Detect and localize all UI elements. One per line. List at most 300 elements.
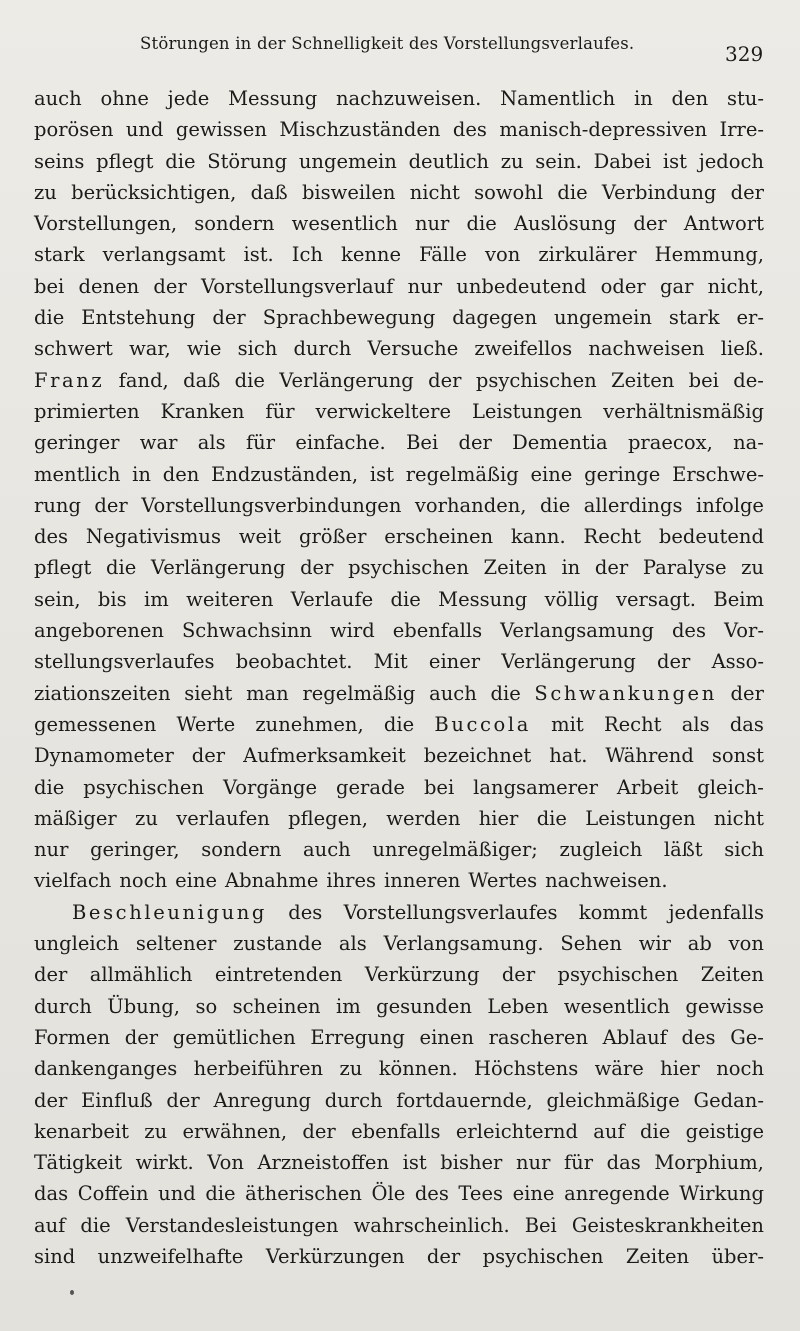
word: durch (324, 1088, 383, 1112)
word: des (288, 900, 323, 924)
word: Asso- (711, 650, 764, 674)
text-line (34, 146, 764, 177)
word: im (144, 587, 169, 611)
word: die (466, 212, 497, 236)
word: wir (638, 932, 671, 956)
word: Formen (34, 1025, 111, 1049)
word: fand, (118, 368, 169, 392)
word: nur (34, 838, 69, 862)
word: zu (135, 806, 158, 830)
word: beobachtet. (235, 650, 353, 674)
word: anregende (564, 1182, 670, 1206)
word: Bei (524, 1213, 557, 1237)
word: daß (183, 368, 221, 392)
word: erscheinen (384, 525, 494, 549)
word: seins (34, 149, 85, 173)
word: versagt. (615, 587, 696, 611)
word: nachzuweisen. (336, 87, 482, 110)
page-number: 329 (725, 42, 764, 66)
word: nur (414, 212, 450, 236)
word: pflegen, (288, 806, 368, 830)
word: Verlangsamung (500, 619, 654, 643)
word: regelmäßig (405, 462, 519, 486)
word: Recht (583, 525, 642, 549)
word: Morphium, (654, 1151, 764, 1175)
word: völlig (544, 587, 599, 611)
word: noch (716, 1057, 764, 1081)
word: kann. (510, 525, 566, 549)
word: Endzuständen, (211, 462, 359, 486)
word: Leben (487, 994, 549, 1018)
running-head: Störungen in der Schnelligkeit des Vorstellungsverlaufes. (140, 34, 635, 53)
text-line (34, 772, 764, 803)
word: ziationszeiten (34, 681, 171, 705)
word: die (234, 368, 265, 392)
word: bisher (440, 1151, 503, 1175)
word: fortdauernde, (396, 1088, 533, 1112)
word: für (245, 431, 276, 455)
word: einfache. (295, 431, 386, 455)
word: praecox, (627, 431, 713, 455)
text-line (34, 897, 764, 928)
word: vorhanden, (414, 493, 527, 517)
word: angeborenen (34, 619, 164, 643)
word: stark (668, 306, 720, 330)
word: auch (34, 87, 82, 110)
word: Sprachbewegung (262, 306, 436, 330)
word: sein, (34, 587, 81, 611)
word: bei (34, 274, 65, 298)
word: Zeiten (700, 963, 764, 987)
word: Ablauf (602, 1025, 667, 1049)
word: bei (423, 775, 455, 799)
word: werden (386, 806, 461, 830)
word: jede (167, 87, 210, 110)
word: Gedan- (693, 1088, 764, 1112)
word: Höchstens (474, 1057, 579, 1081)
word: die (536, 806, 567, 830)
word: als (197, 431, 226, 455)
word: der (166, 1088, 200, 1112)
word: gleich- (697, 775, 764, 799)
text-line (34, 1022, 764, 1053)
word: gemütlichen (172, 1025, 296, 1049)
word: nur (515, 1151, 551, 1175)
text-line (34, 646, 764, 677)
word: in (561, 556, 581, 580)
word: Leistungen (585, 806, 696, 830)
word: gesunden (376, 994, 472, 1018)
word: die (165, 149, 196, 173)
word: die (383, 712, 415, 736)
word: mäßiger (34, 806, 117, 830)
word: Dementia (512, 431, 608, 455)
word: nicht (409, 180, 460, 204)
word: Recht (603, 712, 662, 736)
text-line (34, 521, 764, 552)
word: bisweilen (301, 180, 396, 204)
word: psychischen (482, 1244, 604, 1268)
word: zustande (233, 932, 323, 956)
word: gemessenen (34, 712, 157, 736)
word: dagegen (452, 306, 538, 330)
word: des (452, 118, 487, 142)
word: ungleich (34, 932, 120, 956)
word: der (458, 431, 492, 455)
text-line (34, 1085, 764, 1116)
word: gewisse (685, 994, 764, 1018)
word: dankenganges (34, 1057, 178, 1081)
word: wahrscheinlich. (353, 1213, 510, 1237)
word: Verlaufe (290, 587, 374, 611)
word: Sehen (560, 932, 622, 956)
word: sondern (194, 212, 275, 236)
word: noch (119, 869, 168, 893)
word: die (205, 1182, 236, 1206)
word: zunehmen, (255, 712, 364, 736)
word: der (212, 306, 246, 330)
text-line (34, 959, 764, 990)
word: Zeiten (483, 556, 547, 580)
word: Zeiten (625, 1244, 690, 1268)
word: von (728, 932, 764, 956)
word: Kranken (160, 399, 245, 423)
text-line (34, 803, 764, 834)
word: der (501, 963, 536, 987)
word: zu (34, 180, 57, 204)
word: Fälle (419, 243, 467, 267)
word: im (335, 994, 361, 1018)
text-line (34, 177, 764, 208)
word: Versuche (367, 337, 459, 361)
word: geringer, (90, 838, 180, 862)
word: eintretenden (214, 963, 343, 987)
word: infolge (695, 493, 764, 517)
text-line (34, 552, 764, 583)
word: Während (605, 744, 694, 768)
word: nur (407, 274, 443, 298)
word: schwert (34, 337, 113, 361)
word: Zeiten (611, 368, 675, 392)
text-line (34, 459, 764, 490)
word: Erschwe- (672, 462, 764, 486)
word: sieht (184, 681, 233, 705)
word: die (34, 775, 65, 799)
word: Negativismus (85, 525, 221, 549)
word: gewissen (175, 118, 267, 142)
word: Tees (458, 1182, 504, 1206)
word: stellungsverlaufes (34, 650, 215, 674)
word: pflegt (96, 149, 154, 173)
word: Verbindung (601, 180, 717, 204)
word: psychischen (475, 368, 597, 392)
text-line (34, 865, 764, 896)
word: geringe (584, 462, 661, 486)
word: einer (428, 650, 481, 674)
word: weiteren (186, 587, 274, 611)
word: unbedeutend (456, 274, 587, 298)
word: Einfluß (81, 1088, 153, 1112)
word: zu (741, 556, 764, 580)
word: Hemmung, (654, 243, 764, 267)
text-line (34, 1241, 764, 1272)
word: kenarbeit (34, 1119, 129, 1143)
word: Verlangsamung. (383, 932, 544, 956)
word: können. (378, 1057, 458, 1081)
word: allmählich (89, 963, 193, 987)
word: verlaufen (176, 806, 270, 830)
word: die (390, 587, 421, 611)
word: oder (600, 274, 646, 298)
text-line (34, 709, 764, 740)
word: die (557, 180, 588, 204)
word: das (34, 1182, 69, 1206)
word: bis (97, 587, 127, 611)
word: Verlängerung (150, 556, 286, 580)
word: der (594, 556, 629, 580)
text-line (34, 365, 764, 396)
word: nicht (713, 806, 764, 830)
word: verwickeltere (315, 399, 452, 423)
word: Antwort (683, 212, 764, 236)
word: Vorstellungen, (34, 212, 178, 236)
word: Coffein (77, 1182, 149, 1206)
word: eine (175, 869, 218, 893)
word: stark (34, 243, 85, 267)
word: Wertes (468, 869, 538, 893)
word: ließ. (720, 337, 764, 361)
word: zu (500, 149, 524, 173)
word: Verlängerung (501, 650, 636, 674)
word: ungemein (298, 149, 397, 173)
text-line (34, 271, 764, 302)
word: erleichternd (455, 1119, 578, 1143)
word: verhältnismäßig (603, 399, 764, 423)
word: Anregung (213, 1088, 312, 1112)
word: Vorstellungsverlaufes (343, 900, 558, 924)
text-line (34, 1178, 764, 1209)
word: Vor- (723, 619, 764, 643)
word: Messung (228, 87, 318, 110)
word: verlangsamt (102, 243, 226, 267)
word: Verkürzung (364, 963, 480, 987)
word: kommt (578, 900, 648, 924)
word: hat. (549, 744, 588, 768)
word: von (484, 243, 521, 267)
word: auch (429, 681, 477, 705)
word: durch (293, 337, 352, 361)
word: Auslösung (513, 212, 617, 236)
word: ungemein (553, 306, 652, 330)
word: Leistungen (471, 399, 583, 423)
word: bedeutend (658, 525, 764, 549)
word: der (300, 556, 334, 580)
word: die (640, 1119, 671, 1143)
word: des (34, 525, 69, 549)
word: Übung, (107, 994, 180, 1018)
word: wesentlich (563, 994, 670, 1018)
word: Arbeit (616, 775, 679, 799)
word: sonst (711, 744, 764, 768)
text-line (34, 396, 764, 427)
word: Bei (406, 431, 439, 455)
word: zweifellos (474, 337, 573, 361)
word: porösen (34, 118, 114, 142)
word: rascheren (488, 1025, 589, 1049)
word: der (34, 963, 68, 987)
word: Von (207, 1151, 244, 1175)
word: Namentlich (500, 87, 616, 110)
word: wirkt. (135, 1151, 194, 1175)
word: Geisteskrankheiten (571, 1213, 764, 1237)
word: manisch-depressiven (499, 118, 708, 142)
text-line (34, 83, 764, 114)
ink-speck (70, 1290, 74, 1295)
word: jedoch (698, 149, 764, 173)
word: erwähnen, (182, 1119, 288, 1143)
word: der (94, 493, 128, 517)
word: Beschleunigung (72, 900, 267, 924)
word: das (606, 1151, 641, 1175)
word: die (34, 306, 65, 330)
word: inneren (384, 869, 461, 893)
text-line (34, 490, 764, 521)
word: berücksichtigen, (71, 180, 237, 204)
word: bei (688, 368, 719, 392)
word: sind (34, 1244, 76, 1268)
word: Verkürzungen (265, 1244, 405, 1268)
word: zugleich (559, 838, 643, 862)
text-line (34, 991, 764, 1022)
word: de- (733, 368, 764, 392)
word: der (34, 1088, 68, 1112)
word: Schwachsinn (181, 619, 312, 643)
word: über- (711, 1244, 764, 1268)
text-line (34, 1210, 764, 1241)
word: vielfach (34, 869, 112, 893)
body-text (34, 83, 764, 1272)
word: Franz (34, 368, 105, 392)
word: unzweifelhafte (97, 1244, 244, 1268)
word: Tätigkeit (34, 1151, 123, 1175)
word: die (106, 556, 137, 580)
word: Messung (438, 587, 528, 611)
word: eine (512, 1182, 555, 1206)
word: auf (34, 1213, 66, 1237)
word: langsamerer (473, 775, 598, 799)
word: stu- (726, 87, 764, 110)
word: primierten (34, 399, 140, 423)
text-line (34, 1116, 764, 1147)
word: durch (34, 994, 92, 1018)
text-line (34, 239, 764, 270)
word: unregelmäßiger; (372, 838, 538, 862)
word: ihres (326, 869, 377, 893)
word: das (729, 712, 764, 736)
word: Vorgänge (222, 775, 318, 799)
word: ebenfalls (392, 619, 483, 643)
word: der (633, 212, 667, 236)
text-line (34, 928, 764, 959)
word: Ge- (730, 1025, 764, 1049)
word: als (338, 932, 367, 956)
word: ist (662, 149, 687, 173)
word: pflegt (34, 556, 92, 580)
word: nachweisen. (545, 869, 668, 893)
word: bezeichnet (423, 744, 532, 768)
word: nicht, (707, 274, 764, 298)
word: ätherischen (245, 1182, 362, 1206)
word: in (132, 462, 151, 486)
text-line (34, 333, 764, 364)
word: ebenfalls (351, 1119, 441, 1143)
word: zu (339, 1057, 363, 1081)
word: rung (34, 493, 81, 517)
word: deutlich (408, 149, 489, 173)
text-line (34, 740, 764, 771)
word: psychischen (557, 963, 679, 987)
word: Vorstellungsverbindungen (141, 493, 402, 517)
word: für (265, 399, 295, 423)
word: der (657, 650, 691, 674)
word: so (195, 994, 218, 1018)
word: Abnahme (225, 869, 319, 893)
word: Aufmerksamkeit (243, 744, 406, 768)
word: Dabei (593, 149, 652, 173)
word: Paralyse (642, 556, 727, 580)
word: herbeiführen (193, 1057, 324, 1081)
text-line (34, 114, 764, 145)
word: läßt (663, 838, 703, 862)
text-line (34, 678, 764, 709)
word: Mit (373, 650, 408, 674)
word: Verstandesleistungen (125, 1213, 339, 1237)
word: auf (593, 1119, 625, 1143)
word: jedenfalls (668, 900, 764, 924)
word: Schwankungen (534, 681, 717, 705)
word: die (539, 493, 571, 517)
word: der (426, 1244, 461, 1268)
word: Beim (713, 587, 764, 611)
word: nachweisen (588, 337, 705, 361)
word: Mischzuständen (279, 118, 441, 142)
text-line (34, 584, 764, 615)
text-line (34, 615, 764, 646)
word: gerade (335, 775, 405, 799)
word: die (490, 681, 521, 705)
word: Entstehung (81, 306, 196, 330)
word: wesentlich (291, 212, 398, 236)
word: er- (736, 306, 764, 330)
text-line (34, 1147, 764, 1178)
word: Werte (176, 712, 236, 736)
word: Störung (207, 149, 288, 173)
word: daß (250, 180, 288, 204)
word: der (730, 180, 764, 204)
word: einen (419, 1025, 474, 1049)
word: weit (238, 525, 282, 549)
word: gar (659, 274, 694, 298)
word: in (633, 87, 653, 110)
text-line (34, 302, 764, 333)
word: mentlich (34, 462, 121, 486)
word: gleichmäßige (546, 1088, 680, 1112)
word: regelmäßig (302, 681, 416, 705)
text-line (34, 427, 764, 458)
word: Wirkung (679, 1182, 764, 1206)
word: hier (660, 1057, 700, 1081)
word: für (563, 1151, 594, 1175)
